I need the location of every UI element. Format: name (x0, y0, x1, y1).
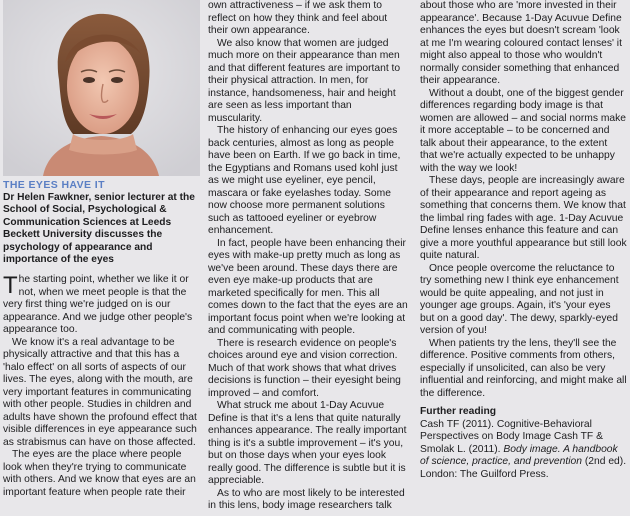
column-1 (3, 0, 200, 516)
portrait-image (3, 0, 200, 176)
paragraph: The history of enhancing our eyes goes back centuries, almost as long as people have been on Earth. If we go back in time, the Egyptians and Romans used kohl just as we might use eyeliner, eye pencil, mascara or fake eyelashes today. Some now choose more permanent solutions such as tattooed eyeliner or eyebrow enhancement. (208, 125, 401, 236)
paragraph: We also know that women are judged much more on their appearance than men and that different features are important to their physical attraction. In men, for instance, handsomeness, hair and height are seen as less important than muscularity. (208, 37, 401, 124)
reference-book-title: Body image. A handbook of science, practice, and prevention (420, 443, 618, 467)
paragraph: When patients try the lens, they'll see the difference. Positive comments from others, especially if unsolicited, can also be very influential and reinforcing, and might make all the difference. (420, 337, 627, 399)
paragraph: Once people overcome the reluctance to try something new I think eye enhancement would be quite appealing, and not just in younger age groups. Again, it's 'your eyes but on a good day'. The dewy, sparkly-eyed version of you! (420, 262, 619, 336)
column-3 (420, 0, 627, 516)
paragraph: What struck me about 1-Day Acuvue Define is that it's a lens that quite naturally enhances appearance. The really important thing is it's a subtle improvement – it's you, but on those days when your eyes look really good. The difference is subtle but it is appreciable. (208, 400, 407, 486)
column-2 (208, 0, 410, 516)
reference-text: (2nd ed). London: The Guilford Press. (420, 456, 627, 480)
paragraph-text: he starting point, whether we like it or not, when we meet people is that the very first thing we're judged on is our appearance. And we judge other people's appearance too. (3, 274, 193, 336)
column-1-body (3, 274, 200, 499)
paragraph: The eyes are the place where people look when they're trying to communicate with others. And we know that eyes are an important feature when people rate their (3, 449, 196, 498)
paragraph: As to who are most likely to be interested in this lens, body image researchers talk (208, 487, 405, 511)
paragraph: We know it's a real advantage to be physically attractive and that this has a 'halo effect' on all sorts of aspects of our lives. The eyes, along with the mouth, are very important features in communicating with other people. Studies in children and adults have shown the profound effect that visible differences in eye appearance such as strabismus can have on those affected. (3, 336, 197, 448)
drop-cap: T (3, 272, 18, 300)
article-standfirst: Dr Helen Fawkner, senior lecturer at the School of Social, Psychological & Communication Sciences at Leeds Beckett University discusses the psychology of appearance and importance of the eyes (3, 192, 195, 266)
reference-text: Cash TF (2011). Cognitive-Behavioral Perspectives on Body Image Cash TF & Smolak L. (2011). (420, 418, 603, 455)
paragraph: own attractiveness – if we ask them to reflect on how they think and feel about their own appearance. (208, 0, 388, 36)
paragraph (3, 274, 200, 337)
author-photo (3, 0, 200, 176)
paragraph: These days, people are increasingly aware of their appearance and report ageing as something that concerns them. We know that the limbal ring fades with age. 1-Day Acuvue Define lenses enhance this feature and can give a more youthful appearance but still look quite natural. (420, 175, 627, 261)
paragraph: Without a doubt, one of the biggest gender differences regarding body image is that women are allowed – and social norms make it more acceptable – to be concerned and talk about their appearance, to the extent that we're actually expected to be unhappy with the way we look! (420, 87, 627, 174)
paragraph: In fact, people have been enhancing their eyes with make-up pretty much as long as we've been around. These days there are even eye make-up products that are marketed specifically for men. This all comes down to the fact that the eyes are an important focus point when we're looking at and communicating with people. (208, 237, 408, 336)
paragraph: about those who are 'more invested in their appearance'. Because 1-Day Acuvue Define enhances the eyes but doesn't scream 'look at me I'm wearing coloured contact lenses' it might also appeal to those who wouldn't normally consider something that enhanced their appearance. (420, 0, 622, 86)
article-kicker: THE EYES HAVE IT (3, 179, 105, 191)
further-reading-title: Further reading (420, 406, 497, 417)
paragraph: There is research evidence on people's choices around eye and vision correction. Much of that work shows that what drives decisions is function – their eyesight being improved – and comfort. (208, 337, 401, 399)
further-reading-reference (420, 419, 627, 482)
